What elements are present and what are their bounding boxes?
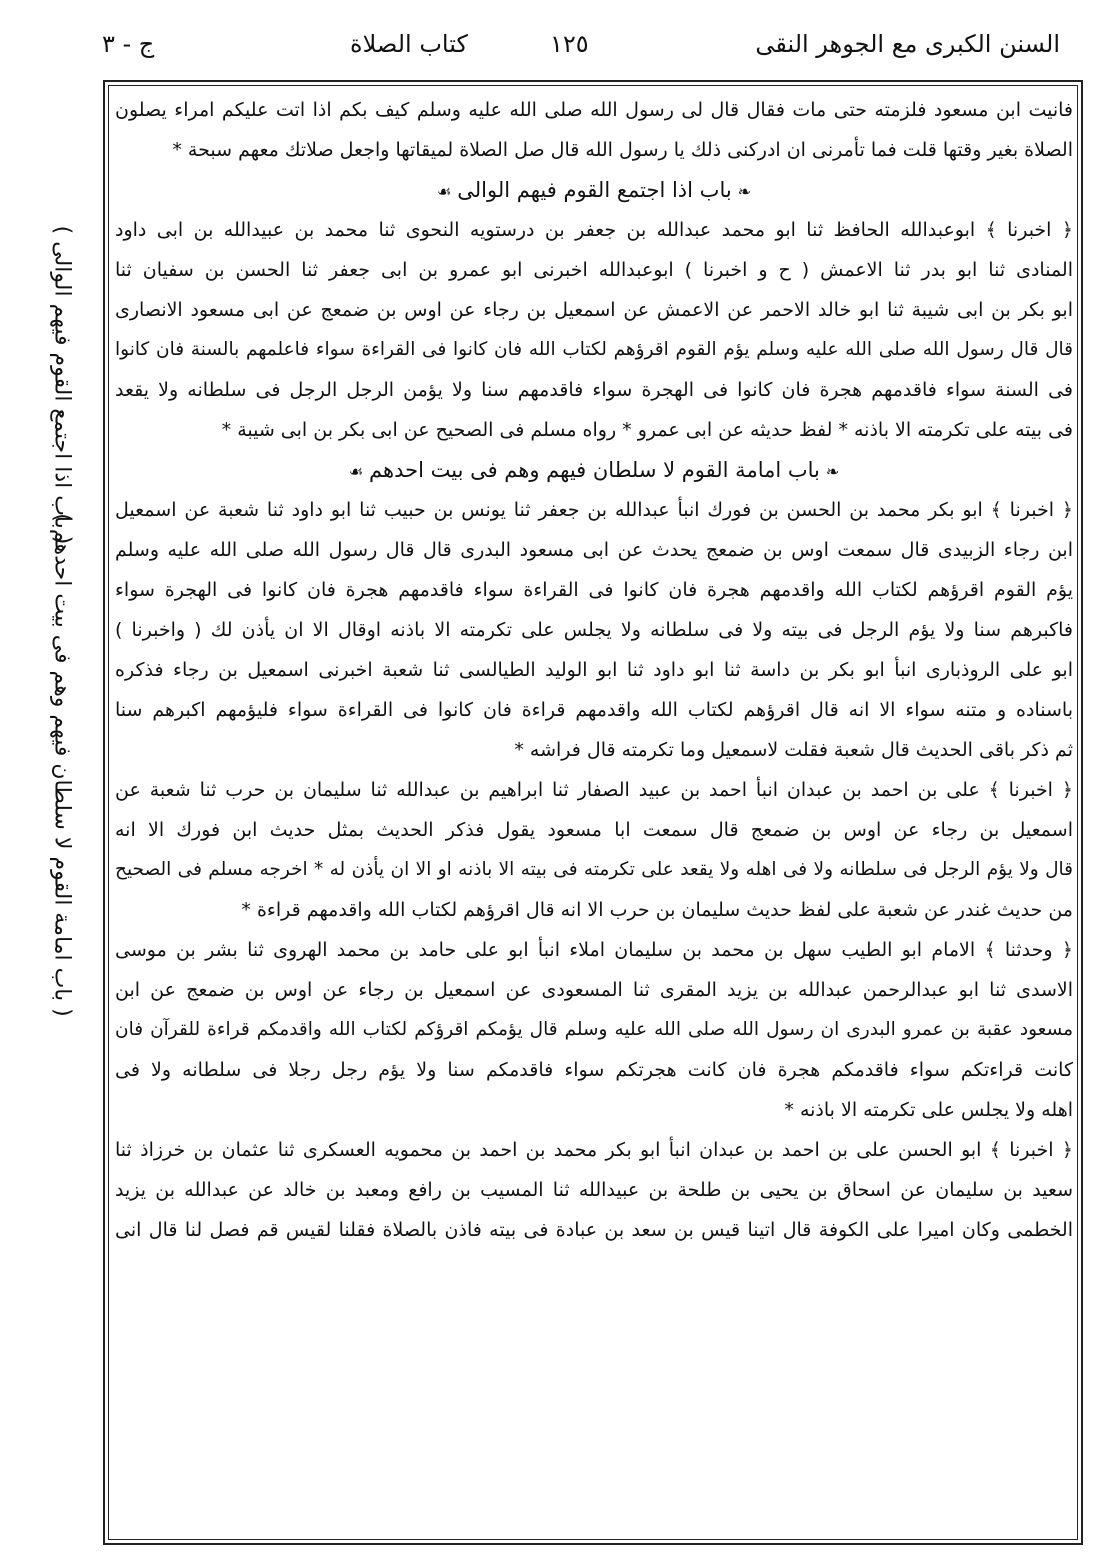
text-line: مسعود عقبة بن عمرو البدرى ان رسول الله صلى الله عليه وسلم قال يؤمكم اقرؤكم لكتاب الله واقدمكم قراءة للقرآن فان: [115, 1019, 1073, 1040]
text-line: الصلاة بغير وقتها قلت فما تأمرنى ان ادركنى ذلك يا رسول الله قال صل الصلاة لميقاتها واجعل صلاتك معهم سبحة *: [172, 139, 1073, 161]
ornament-icon: ☙: [348, 462, 364, 481]
text-line: ﴿ اخبرنا ﴾ ابوعبدالله الحافظ ثنا ابو محمد عبدالله بن جعفر بن درستويه النحوى ثنا محمد بن عبيدالله بن ابى داود: [115, 219, 1073, 241]
text-line: يؤم القوم اقرؤهم لكتاب الله واقدمهم هجرة فان كانوا فى القراءة سواء فاقدمهم هجرة فان كانوا فى الهجرة سواء: [115, 579, 1073, 601]
text-line: باسناده و متنه سواء الا انه قال اقرؤهم لكتاب الله واقدمهم قراءة فان كانوا فى القراءة سواء فليؤمهم اكبرهم سنا: [115, 699, 1073, 721]
text-line: اسمعيل بن رجاء عن اوس بن ضمعج قال سمعت ابا مسعود يقول فذكر الحديث بمثل حديث ابن فورك الا انه: [115, 819, 1073, 841]
text-line: الاسدى ثنا ابو عبدالرحمن عبدالله بن يزيد المقرى ثنا المسعودى عن اسمعيل بن رجاء عن اوس بن ضمعج عن ابن: [115, 979, 1073, 1001]
page-header: [80, 22, 1080, 76]
text-line: فى السنة سواء فاقدمهم هجرة فان كانوا فى الهجرة سواء فاقدمهم سنا ولا يؤمن الرجل الرجل فى سلطانه ولا يقعد: [115, 379, 1073, 401]
text-line: قال ولا يؤم الرجل فى سلطانه ولا فى اهله ولا يقعد على تكرمته فى بيته الا باذنه او الا ان يأذن له * اخرجه مسلم فى الصحيح: [115, 859, 1073, 880]
text-line: الخطمى وكان اميرا على الكوفة قال اتينا قيس بن سعد بن عبادة فى بيته فاذن بالصلاة فقلنا لقيس قم فصل لنا قال انى: [115, 1219, 1073, 1241]
text-line: ﴿ اخبرنا ﴾ ابو بكر محمد بن الحسن بن فورك انبأ عبدالله بن جعفر ثنا يونس بن حبيب ثنا ابو داود ثنا شعبة عن اسمعيل: [115, 499, 1073, 521]
chapter-title: كتاب الصلاة: [350, 30, 468, 58]
ornament-icon: ❧: [737, 182, 752, 201]
ornament-icon: ❧: [825, 462, 840, 481]
book-title: السنن الكبرى مع الجوهر النقى: [755, 30, 1060, 58]
margin-note: [40, 225, 84, 545]
text-frame: [103, 80, 1083, 1545]
text-line: قال قال رسول الله صلى الله عليه وسلم يؤم القوم اقرؤهم لكتاب الله فان كانوا فى القراءة سواء فاعلمهم بالسنة فان كانوا: [115, 339, 1073, 360]
text-line: ابو بكر بن ابى شيبة ثنا ابو خالد الاحمر عن الاعمش عن اسمعيل بن رجاء عن اوس بن ضمعج عن ابى مسعود الانصارى: [115, 299, 1073, 321]
page-number: ١٢٥: [550, 30, 589, 58]
text-line: فانيت ابن مسعود فلزمته حتى مات فقال قال لى رسول الله صلى الله عليه وسلم كيف بكم اذا اتت عليكم امراء يصلون: [115, 99, 1073, 121]
margin-note-text: ( باب اذا اجتمع القوم فيهم الوالى ): [49, 225, 75, 545]
text-line: فاكبرهم سنا ولا يؤم الرجل فى بيته ولا فى سلطانه ولا يجلس على تكرمته الا باذنه اوقال الا ان يأذن لك ( واخبرنا ): [115, 619, 1073, 641]
text-line: من حديث غندر عن شعبة على لفظ حديث سليمان بن حرب الا انه قال اقرؤهم لكتاب الله واقدمهم قراءة *: [241, 899, 1073, 921]
section-heading: [115, 170, 1073, 210]
margin-note: [40, 513, 84, 1017]
text-line: فى بيته على تكرمته الا باذنه * لفظ حديثه عن ابى عمرو * رواه مسلم فى الصحيح عن ابى بكر بن ابى شيبة *: [221, 419, 1073, 441]
text-line: ابو على الروذبارى انبأ ابو بكر بن داسة ثنا ابو داود ثنا ابو الوليد الطيالسى ثنا شعبة اخبرنى اسمعيل بن رجاء فذكره: [115, 659, 1073, 681]
section-heading-text: باب امامة القوم لا سلطان فيهم وهم فى بيت احدهم: [369, 458, 820, 482]
section-heading-text: باب اذا اجتمع القوم فيهم الوالى: [457, 178, 732, 202]
text-line: ثم ذكر باقى الحديث قال شعبة فقلت لاسمعيل وما تكرمته قال فراشه *: [514, 739, 1073, 761]
text-line: ﴿ اخبرنا ﴾ على بن احمد بن عبدان انبأ احمد بن عبيد الصفار ثنا ابراهيم بن عبدالله ثنا سليمان بن حرب ثنا شعبة عن: [115, 779, 1073, 801]
ornament-icon: ☙: [436, 182, 452, 201]
volume-number: ج - ٣: [102, 30, 155, 58]
margin-note-text: ( باب امامة القوم لا سلطان فيهم وهم فى بيت احدهم ): [49, 513, 75, 1017]
text-line: المنادى ثنا ابو بدر ثنا الاعمش ( ح و اخبرنا ) ابوعبدالله اخبرنى ابو عمرو بن ابى جعفر ثنا الحسن بن سفيان ثنا: [115, 259, 1073, 281]
text-line: ابن رجاء الزبيدى قال سمعت اوس بن ضمعج يحدث عن ابى مسعود البدرى قال قال رسول الله صلى الله عليه وسلم: [115, 539, 1073, 561]
text-line: ﴿ وحدثنا ﴾ الامام ابو الطيب سهل بن محمد بن سليمان املاء انبأ ابو على حامد بن محمد الهروى ثنا بشر بن موسى: [115, 939, 1073, 961]
text-line: كانت قراءتكم سواء فاقدمكم هجرة فان كانت هجرتكم سواء فاقدمكم سنا ولا يؤم رجل رجلا فى سلطانه ولا فى: [115, 1059, 1073, 1081]
main-text: [115, 90, 1073, 1250]
text-line: اهله ولا يجلس على تكرمته الا باذنه *: [784, 1099, 1073, 1121]
text-line: سعيد بن سليمان عن اسحاق بن يحيى بن طلحة بن عبيدالله ثنا المسيب بن رافع ومعبد بن خالد عن عبدالله بن يزيد: [115, 1179, 1073, 1201]
section-heading: [115, 450, 1073, 490]
text-line: ﴿ اخبرنا ﴾ ابو الحسن على بن احمد بن عبدان انبأ ابو بكر محمد بن احمد بن محمويه العسكرى ثنا عثمان بن خرزاذ ثنا: [115, 1139, 1073, 1161]
